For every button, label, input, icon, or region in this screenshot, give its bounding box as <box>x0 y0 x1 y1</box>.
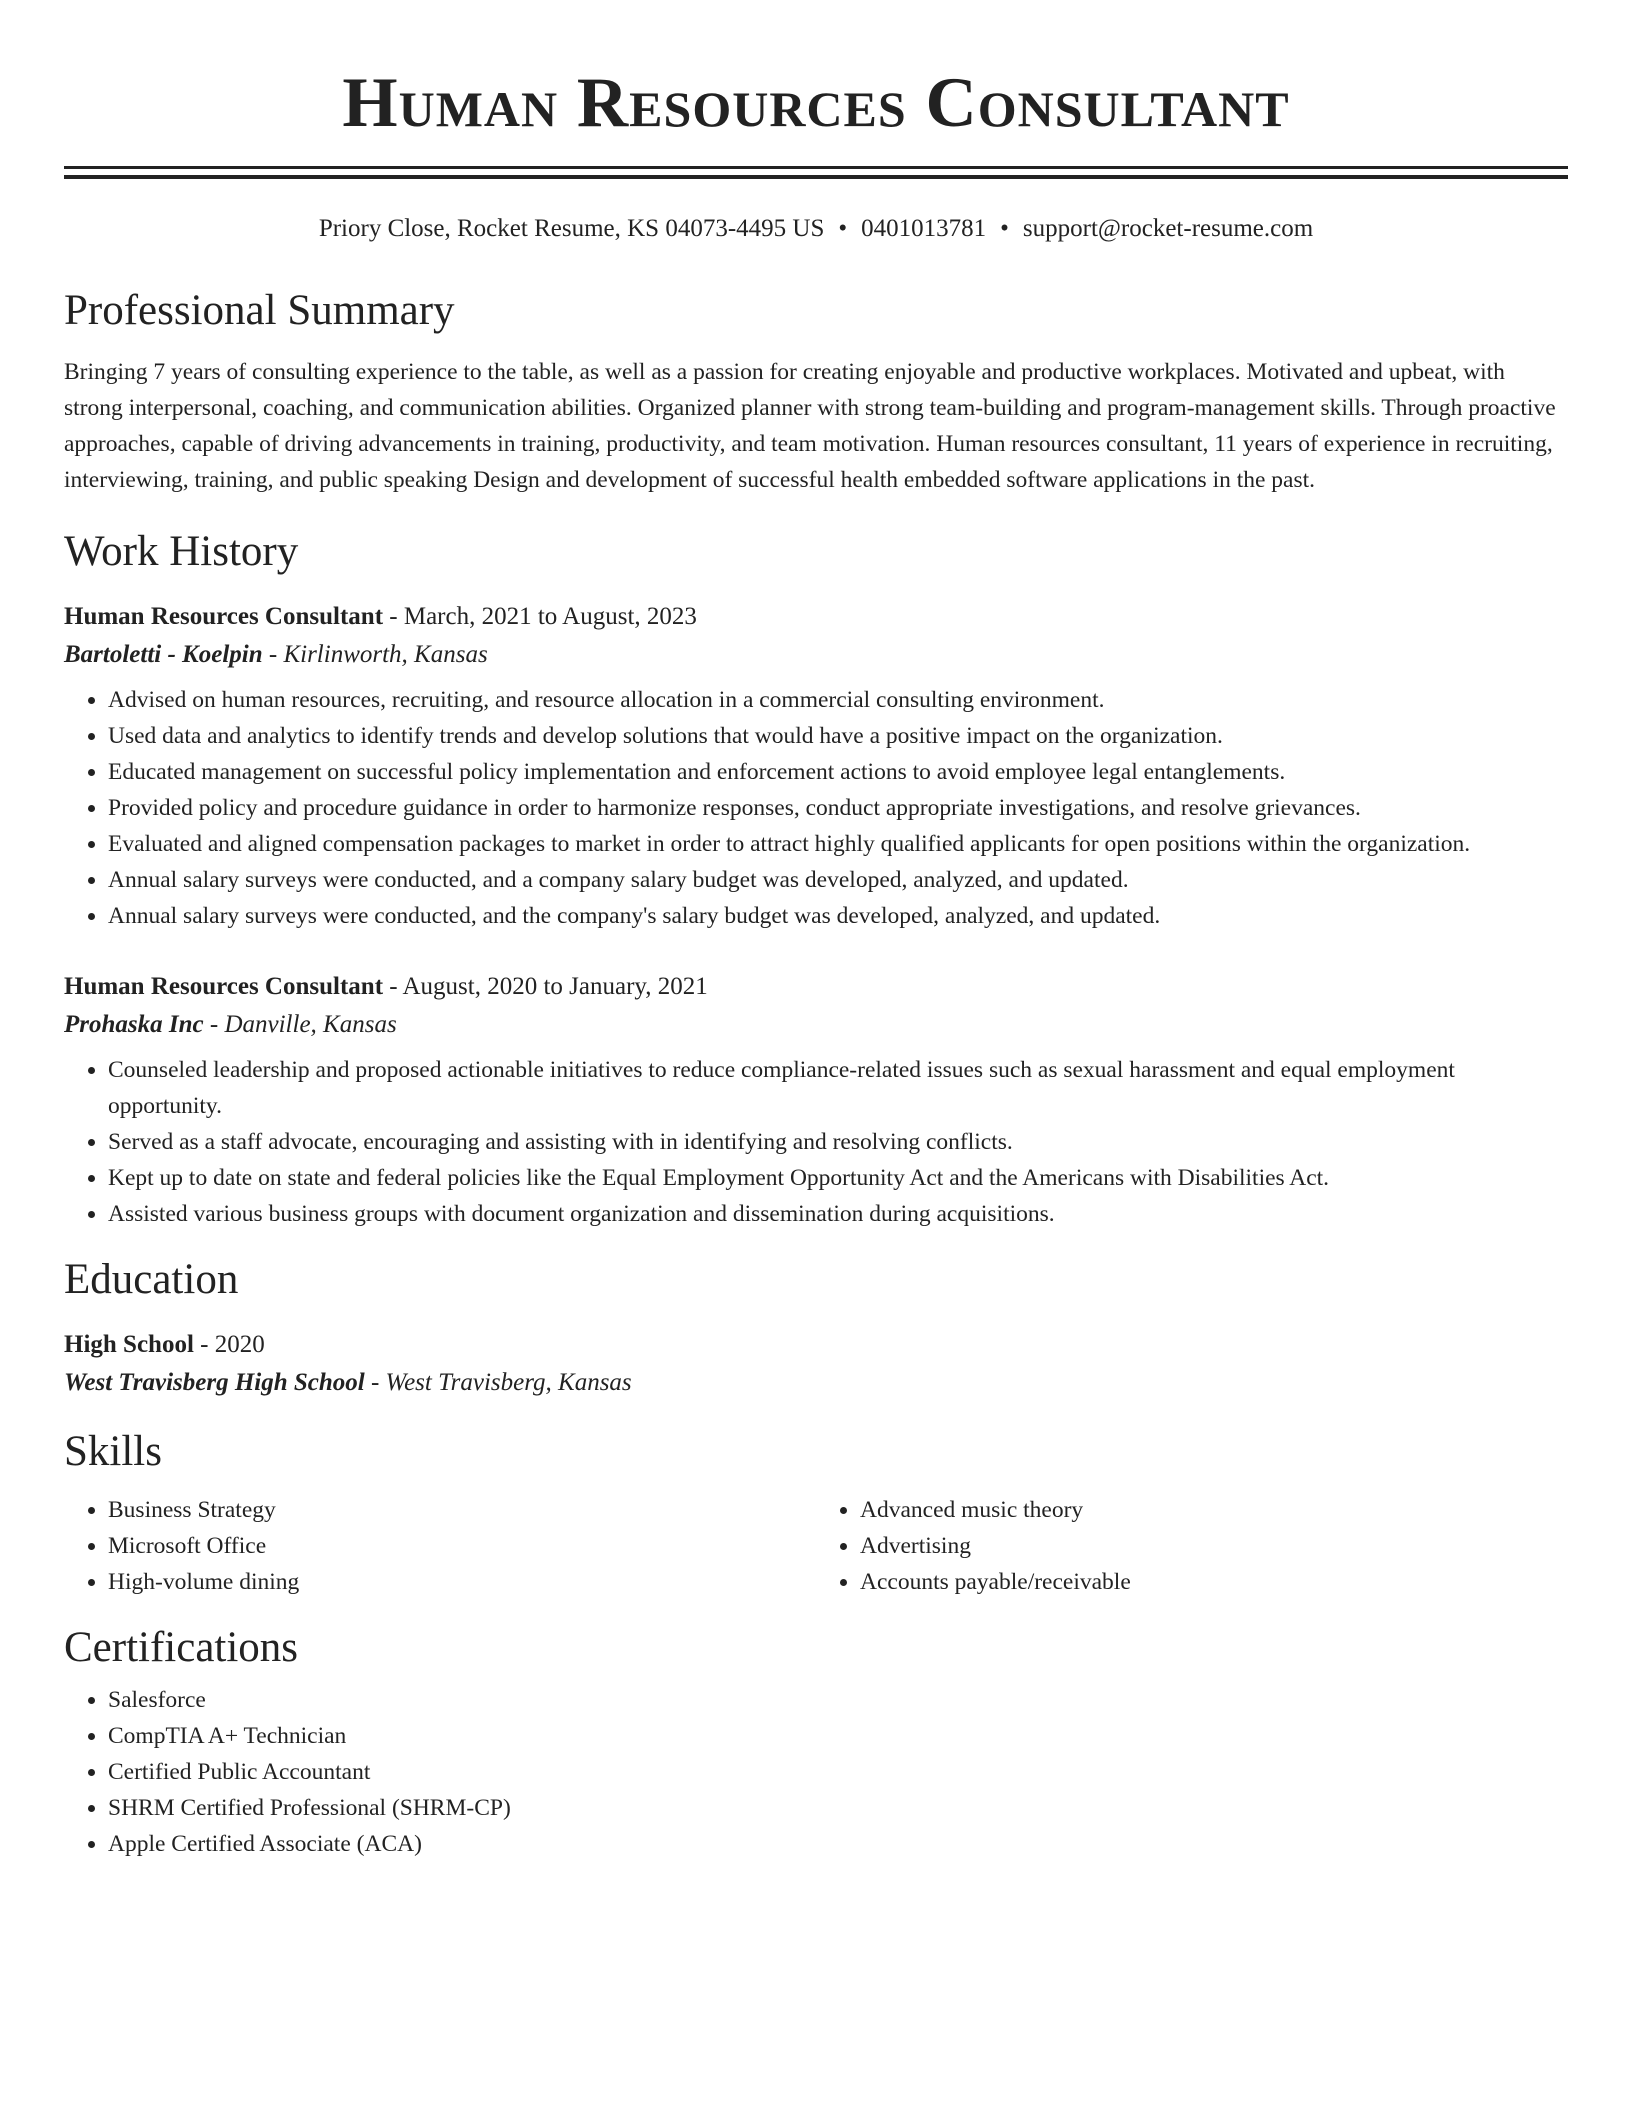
job-entry <box>64 598 1568 934</box>
summary-heading: Professional Summary <box>64 287 455 334</box>
job-title: Human Resources Consultant <box>64 973 384 1000</box>
education-entry <box>64 1326 1568 1402</box>
job-bullet: • Used data and analytics to identify trends and develop solutions that would have a positive impact on the organization. <box>108 718 1568 754</box>
skill-item: • Microsoft Office <box>108 1528 816 1564</box>
summary-text: Bringing 7 years of consulting experience to the table, as well as a passion for creating enjoyable and productive workplaces. Motivated and upbeat, with strong interpersonal, coaching, and communication abilities. Organized planner with strong team-building and program-management skills. Through proactive approaches, capable of driving advancements in training, productivity, and team motivation. Human resources consultant, 11 years of experience in recruiting, interviewing, training, and public speaking Design and development of successful health embedded software applications in the past. <box>64 359 1556 493</box>
job-dates: - August, 2020 to January, 2021 <box>383 973 708 1000</box>
job-bullet: • Educated management on successful policy implementation and enforcement actions to avoid employee legal entanglements. <box>108 754 1568 790</box>
header-divider-bottom <box>64 175 1568 179</box>
job-title: Human Resources Consultant <box>64 603 384 630</box>
skill-item: • Advanced music theory <box>860 1492 1568 1528</box>
job-location: - Kirlinworth, Kansas <box>262 641 488 668</box>
job-bullets <box>64 682 1568 934</box>
certification-item: • Apple Certified Associate (ACA) <box>108 1826 1568 1862</box>
job-company-line <box>64 1006 1568 1044</box>
certification-item: • SHRM Certified Professional (SHRM-CP) <box>108 1790 1568 1826</box>
contact-email: support@rocket-resume.com <box>1022 215 1314 242</box>
skills-grid <box>64 1492 1568 1600</box>
certifications-list <box>64 1682 1568 1862</box>
job-bullet: • Assisted various business groups with document organization and dissemination during acquisitions. <box>108 1196 1568 1232</box>
education-school: West Travisberg High School <box>64 1369 365 1396</box>
job-bullets <box>64 1052 1568 1232</box>
job-company-line <box>64 636 1568 674</box>
job-title-line <box>64 968 1568 1006</box>
resume-title: Human Resources Consultant <box>342 64 1290 142</box>
job-company: Prohaska Inc <box>64 1011 204 1038</box>
work-history-heading: Work History <box>64 528 299 575</box>
education-heading: Education <box>64 1256 239 1303</box>
certifications-heading: Certifications <box>64 1624 299 1671</box>
job-company: Bartoletti - Koelpin <box>64 641 263 668</box>
job-title-line <box>64 598 1568 636</box>
job-bullet: • Annual salary surveys were conducted, and the company's salary budget was developed, analyzed, and updated. <box>108 898 1568 934</box>
skills-column-right <box>816 1492 1568 1600</box>
contact-address: Priory Close, Rocket Resume, KS 04073-4495 US <box>318 215 825 242</box>
job-bullet: • Kept up to date on state and federal policies like the Equal Employment Opportunity Act and the Americans with Disabilities Act. <box>108 1160 1568 1196</box>
education-location: - West Travisberg, Kansas <box>364 1369 632 1396</box>
education-year: - 2020 <box>193 1331 265 1358</box>
skills-column-left <box>64 1492 816 1600</box>
job-bullet: • Provided policy and procedure guidance in order to harmonize responses, conduct appropriate investigations, and resolve grievances. <box>108 790 1568 826</box>
job-bullet: • Evaluated and aligned compensation packages to market in order to attract highly qualified applicants for open positions within the organization. <box>108 826 1568 862</box>
job-entry <box>64 968 1568 1232</box>
contact-separator: • <box>1000 215 1009 242</box>
contact-separator: • <box>838 215 848 242</box>
skill-item: • Advertising <box>860 1528 1568 1564</box>
job-bullet: • Counseled leadership and proposed actionable initiatives to reduce compliance-related issues such as sexual harassment and equal employment opportunity. <box>108 1052 1568 1124</box>
job-bullet: • Annual salary surveys were conducted, and a company salary budget was developed, analyzed, and updated. <box>108 862 1568 898</box>
education-school-line <box>64 1364 1568 1402</box>
job-bullet: • Served as a staff advocate, encouraging and assisting with in identifying and resolving conflicts. <box>108 1124 1568 1160</box>
job-dates: - March, 2021 to August, 2023 <box>383 603 697 630</box>
skill-item: • Accounts payable/receivable <box>860 1564 1568 1600</box>
certification-item: • CompTIA A+ Technician <box>108 1718 1568 1754</box>
education-degree-line <box>64 1326 1568 1364</box>
skills-heading: Skills <box>64 1428 162 1475</box>
education-degree: High School <box>64 1331 194 1358</box>
contact-line <box>64 213 1568 245</box>
header-divider-top <box>64 166 1568 169</box>
skill-item: • High-volume dining <box>108 1564 816 1600</box>
contact-phone: 0401013781 <box>861 215 987 242</box>
certification-item: • Salesforce <box>108 1682 1568 1718</box>
skill-item: • Business Strategy <box>108 1492 816 1528</box>
job-bullet: • Advised on human resources, recruiting, and resource allocation in a commercial consulting environment. <box>108 682 1568 718</box>
job-location: - Danville, Kansas <box>203 1011 397 1038</box>
certification-item: • Certified Public Accountant <box>108 1754 1568 1790</box>
